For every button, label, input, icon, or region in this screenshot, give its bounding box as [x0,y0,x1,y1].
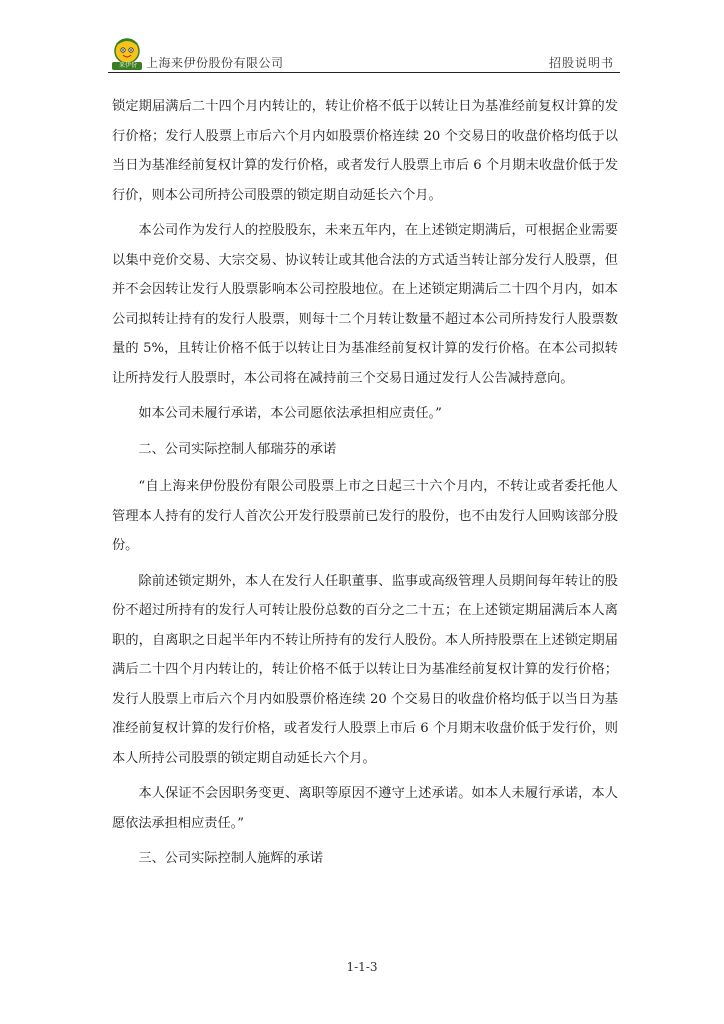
paragraph-liability: 如本公司未履行承诺，本公司愿依法承担相应责任。” [138,406,442,421]
paragraph-lockup-continuation: 锁定期届满后二十四个月内转让的，转让价格不低于以转让日为基准经前复权计算的发行价格；发行人股票上市后六个月内如股票价格连续 20 个交易日的收盘价格均低于以当日为基准经前复权计算的发行价格，或者发行人股票上市后 6 个月期末收盘价低于发行价，则本公司所持公司股票的锁定期自动延长六个月。 [112,99,618,203]
company-name: 上海来伊份股份有限公司 [146,56,284,70]
document-type: 招股说明书 [548,56,614,70]
logo-text: 来伊份 [118,62,137,69]
paragraph-yu-ruifen-guarantee: 本人保证不会因职务变更、离职等原因不遵守上述承诺。如本人未履行承诺，本人愿依法承担相应责任。” [112,786,618,831]
document-body [112,92,618,882]
section-heading-2: 二、公司实际控制人郁瑞芬的承诺 [138,441,337,457]
section-heading-3: 三、公司实际控制人施辉的承诺 [138,851,324,866]
paragraph-yu-ruifen-transfer: 除前述锁定期外，本人在发行人任职董事、监事或高级管理人员期间每年转让的股份不超过所持有的发行人可转让股份总数的百分之二十五；在上述锁定期届满后本人离职的，自离职之日起半年内不转让所持有的发行人股份。本人所持股票在上述锁定期届满后二十四个月内转让的，转让价格不低于以转让日为基准经前复权计算的发行价格；发行人股票上市后六个月内如股票价格连续 20 个交易日的收盘价格均低于以当日为基准经前复权计算的发行价格，或者发行人股票上市后 6 个月期末收盘价低于发行价，则本人所持公司股票的锁定期自动延长六个月。 [112,573,618,766]
page-number: 1-1-3 [346,960,378,974]
paragraph-yu-ruifen-lockup: “自上海来伊份股份有限公司股票上市之日起三十六个月内，不转让或者委托他人管理本人持有的发行人首次公开发行股票前已发行的股份，也不由发行人回购该部分股份。 [112,479,618,553]
page-header [108,36,620,73]
paragraph-controlling-shareholder: 本公司作为发行人的控股股东，未来五年内，在上述锁定期满后，可根据企业需要以集中竞价交易、大宗交易、协议转让或其他合法的方式适当转让部分发行人股票，但并不会因转让发行人股票影响本公司控股地位。在上述锁定期满后二十四个月内，如本公司拟转让持有的发行人股票，则每十二个月转让数量不超过本公司所持发行人股票数量的 5%，且转让价格不低于以转让日为基准经前复权计算的发行价格。在本公司拟转让所持发行人股票时，本公司将在减持前三个交易日通过发行人公告减持意向。 [112,223,618,386]
